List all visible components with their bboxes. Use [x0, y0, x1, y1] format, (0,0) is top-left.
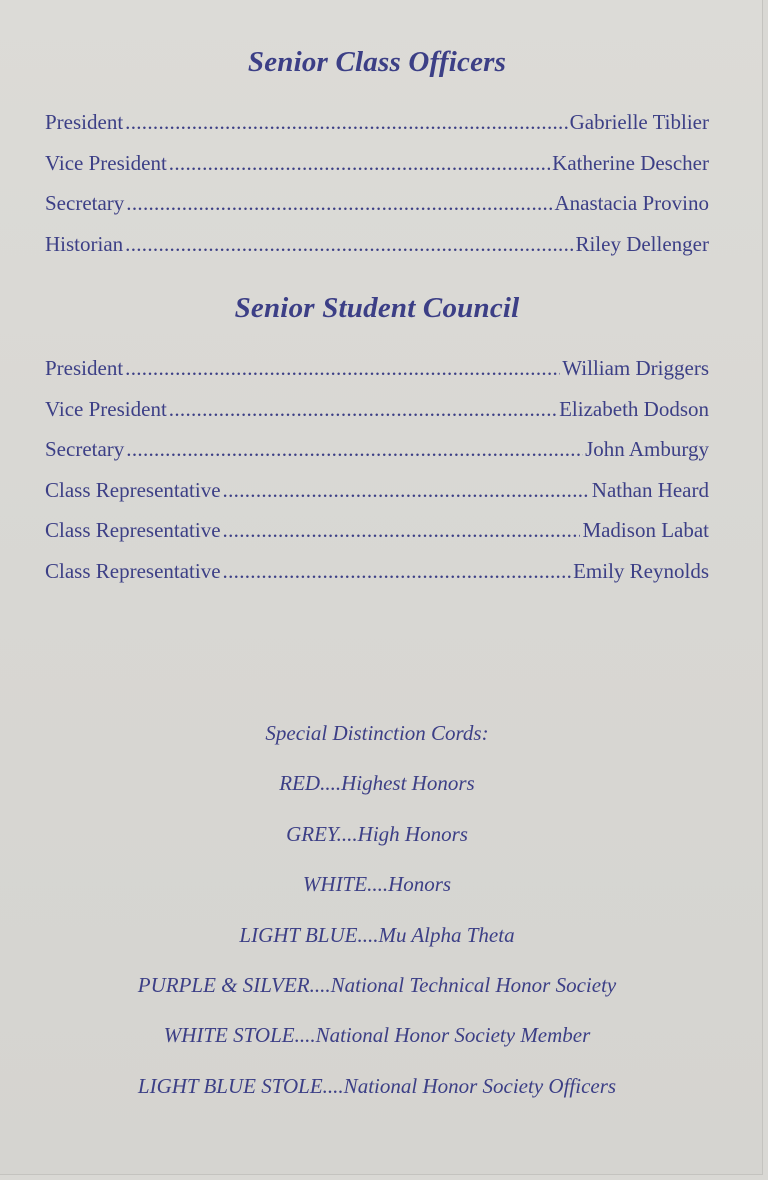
council-name: Emily Reynolds: [573, 558, 709, 583]
officer-title: Secretary: [45, 191, 125, 216]
council-row: [45, 356, 709, 397]
council-title: Class Representative: [45, 558, 221, 583]
distinction-cords-title: Special Distinction Cords:: [265, 721, 489, 745]
dot-leader: [125, 356, 560, 381]
dot-leader: [125, 110, 567, 135]
senior-student-council-list: [45, 356, 709, 600]
council-row: [45, 397, 709, 438]
council-title: Vice President: [45, 396, 167, 421]
dot-leader: [126, 191, 552, 216]
dot-leader: [169, 397, 557, 422]
dot-leader: [223, 478, 590, 503]
officer-name: Riley Dellenger: [575, 231, 709, 256]
council-name: Elizabeth Dodson: [559, 396, 709, 421]
officer-row: [45, 151, 709, 192]
cord-line: WHITE STOLE....National Honor Society Member: [163, 1023, 591, 1048]
council-name: John Amburgy: [585, 437, 709, 462]
senior-student-council-heading: Senior Student Council: [234, 292, 520, 324]
cord-line: LIGHT BLUE STOLE....National Honor Society Officers: [137, 1073, 617, 1098]
dot-leader: [223, 518, 581, 543]
officer-title: Historian: [45, 231, 124, 256]
dot-leader: [126, 437, 583, 462]
dot-leader: [223, 559, 572, 584]
council-name: William Driggers: [562, 356, 709, 380]
officer-row: [45, 191, 709, 232]
cord-line: LIGHT BLUE....Mu Alpha Theta: [239, 922, 515, 947]
council-title: Class Representative: [45, 477, 221, 502]
officer-title: Vice President: [45, 150, 167, 175]
senior-class-officers-heading: Senior Class Officers: [247, 46, 507, 78]
officer-title: President: [45, 110, 124, 134]
council-title: Secretary: [45, 437, 125, 462]
council-row: [45, 478, 709, 519]
distinction-cords-section: [0, 714, 754, 1117]
dot-leader: [169, 151, 550, 176]
officer-name: Gabrielle Tiblier: [569, 110, 709, 134]
dot-leader: [125, 232, 573, 257]
officer-name: Anastacia Provino: [554, 191, 709, 216]
cord-line: PURPLE & SILVER....National Technical Honor Society: [137, 972, 617, 997]
officer-name: Katherine Descher: [552, 150, 709, 175]
cord-line: RED....Highest Honors: [279, 771, 475, 796]
council-name: Nathan Heard: [591, 477, 709, 502]
council-row: [45, 437, 709, 478]
senior-class-officers-list: [45, 110, 709, 272]
council-name: Madison Labat: [582, 518, 709, 543]
officer-row: [45, 110, 709, 151]
cord-line: GREY....High Honors: [286, 821, 468, 846]
cord-line: WHITE....Honors: [302, 872, 452, 897]
council-title: Class Representative: [45, 518, 221, 543]
council-row: [45, 518, 709, 559]
council-title: President: [45, 356, 124, 380]
council-row: [45, 559, 709, 600]
officer-row: [45, 232, 709, 273]
